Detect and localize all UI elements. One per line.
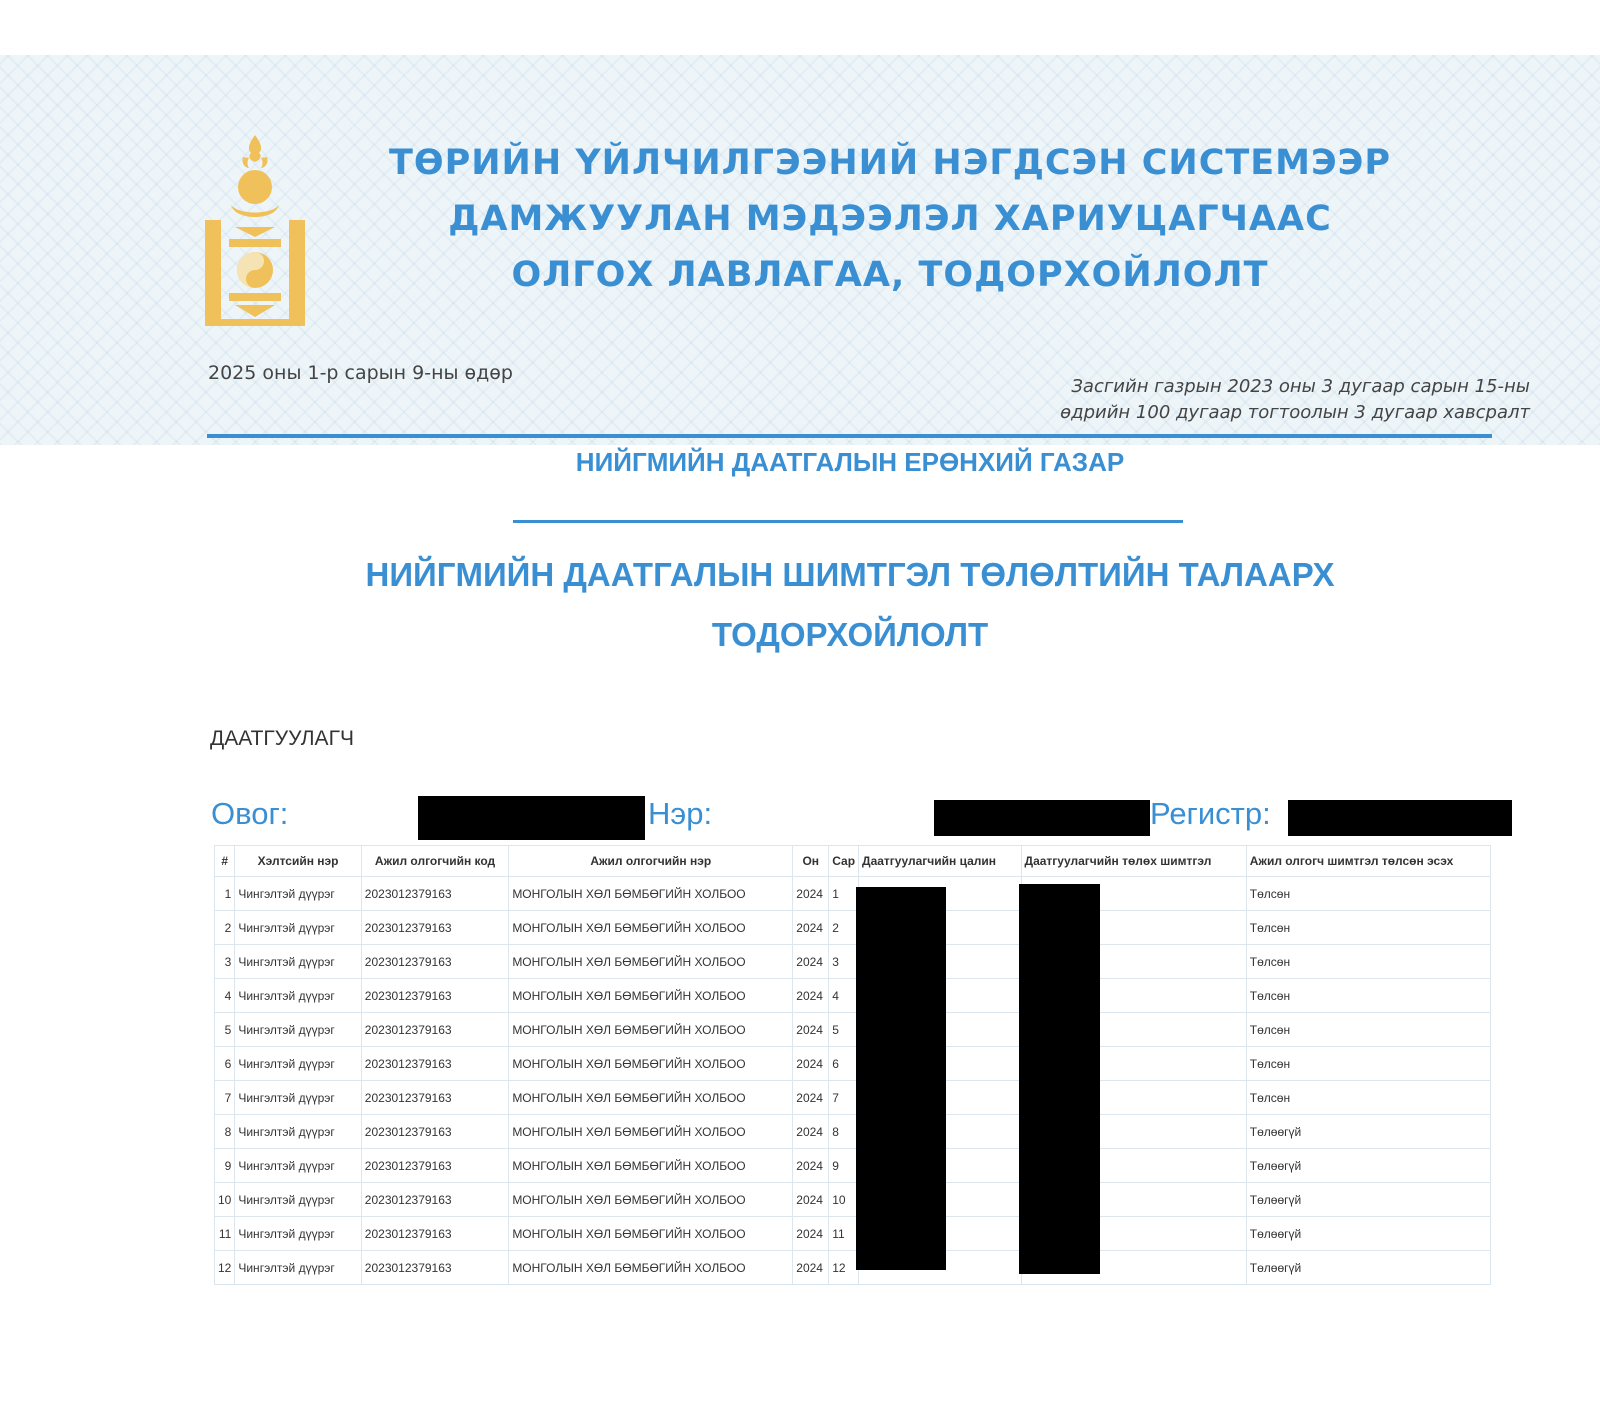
row-employer-code: 2023012379163 [361, 1183, 509, 1217]
table-row [215, 945, 1491, 979]
row-employer-code: 2023012379163 [361, 1013, 509, 1047]
decree-reference [1060, 374, 1530, 426]
row-employer-name: МОНГОЛЫН ХӨЛ БӨМБӨГИЙН ХОЛБОО [509, 945, 793, 979]
table-row [215, 1251, 1491, 1285]
row-paid-status: Төлөөгүй [1246, 1251, 1490, 1285]
row-employer-name: МОНГОЛЫН ХӨЛ БӨМБӨГИЙН ХОЛБОО [509, 911, 793, 945]
col-header-employer-code: Ажил олгогчийн код [361, 846, 509, 877]
row-month: 6 [829, 1047, 859, 1081]
row-department: Чингэлтэй дүүрэг [235, 1081, 361, 1115]
row-paid-status: Төлөөгүй [1246, 1217, 1490, 1251]
system-title-line-2: ДАМЖУУЛАН МЭДЭЭЛЭЛ ХАРИУЦАГЧААС [448, 199, 1332, 239]
row-employer-code: 2023012379163 [361, 1149, 509, 1183]
row-month: 1 [829, 877, 859, 911]
row-employer-code: 2023012379163 [361, 911, 509, 945]
row-employer-name: МОНГОЛЫН ХӨЛ БӨМБӨГИЙН ХОЛБОО [509, 979, 793, 1013]
row-number: 1 [215, 877, 235, 911]
row-employer-code: 2023012379163 [361, 979, 509, 1013]
row-employer-code: 2023012379163 [361, 1251, 509, 1285]
organization-name: НИЙГМИЙН ДААТГАЛЫН ЕРӨНХИЙ ГАЗАР [575, 447, 1125, 477]
table-row [215, 1217, 1491, 1251]
table-row [215, 1081, 1491, 1115]
row-year: 2024 [793, 1047, 829, 1081]
row-paid-status: Төлсөн [1246, 877, 1490, 911]
table-row [215, 911, 1491, 945]
salary-column-redaction [856, 887, 946, 1270]
row-month: 9 [829, 1149, 859, 1183]
row-number: 5 [215, 1013, 235, 1047]
table-row [215, 1115, 1491, 1149]
col-header-month: Сар [829, 846, 859, 877]
row-employer-name: МОНГОЛЫН ХӨЛ БӨМБӨГИЙН ХОЛБОО [509, 1047, 793, 1081]
row-employer-name: МОНГОЛЫН ХӨЛ БӨМБӨГИЙН ХОЛБОО [509, 1217, 793, 1251]
contribution-column-redaction [1019, 884, 1100, 1274]
col-header-contribution: Даатгуулагчийн төлөх шимтгэл [1021, 846, 1246, 877]
row-number: 4 [215, 979, 235, 1013]
row-number: 6 [215, 1047, 235, 1081]
row-department: Чингэлтэй дүүрэг [235, 1115, 361, 1149]
row-year: 2024 [793, 1013, 829, 1047]
row-year: 2024 [793, 1251, 829, 1285]
table-row [215, 979, 1491, 1013]
document-title-line-1: НИЙГМИЙН ДААТГАЛЫН ШИМТГЭЛ ТӨЛӨЛТИЙН ТАЛААРХ [365, 556, 1335, 593]
col-header-number: # [215, 846, 235, 877]
row-number: 12 [215, 1251, 235, 1285]
system-title-line-3: ОЛГОХ ЛАВЛАГАА, ТОДОРХОЙЛОЛТ [511, 255, 1269, 295]
organization-divider [513, 520, 1183, 523]
row-department: Чингэлтэй дүүрэг [235, 877, 361, 911]
system-title [300, 135, 1480, 303]
name-label: Нэр: [648, 796, 713, 831]
row-year: 2024 [793, 1115, 829, 1149]
row-department: Чингэлтэй дүүрэг [235, 1013, 361, 1047]
row-employer-name: МОНГОЛЫН ХӨЛ БӨМБӨГИЙН ХОЛБОО [509, 1013, 793, 1047]
row-month: 4 [829, 979, 859, 1013]
col-header-department: Хэлтсийн нэр [235, 846, 361, 877]
row-number: 8 [215, 1115, 235, 1149]
table-header-row [215, 846, 1491, 877]
row-number: 7 [215, 1081, 235, 1115]
row-employer-name: МОНГОЛЫН ХӨЛ БӨМБӨГИЙН ХОЛБОО [509, 1251, 793, 1285]
row-employer-code: 2023012379163 [361, 877, 509, 911]
row-year: 2024 [793, 877, 829, 911]
row-year: 2024 [793, 979, 829, 1013]
row-paid-status: Төлсөн [1246, 1013, 1490, 1047]
row-employer-code: 2023012379163 [361, 1115, 509, 1149]
row-paid-status: Төлсөн [1246, 945, 1490, 979]
table-row [215, 1183, 1491, 1217]
name-redaction [934, 800, 1150, 836]
insured-section-label: ДААТГУУЛАГЧ [210, 727, 354, 750]
row-department: Чингэлтэй дүүрэг [235, 1149, 361, 1183]
row-paid-status: Төлөөгүй [1246, 1183, 1490, 1217]
row-department: Чингэлтэй дүүрэг [235, 1047, 361, 1081]
row-paid-status: Төлөөгүй [1246, 1115, 1490, 1149]
row-year: 2024 [793, 1183, 829, 1217]
row-number: 11 [215, 1217, 235, 1251]
row-department: Чингэлтэй дүүрэг [235, 911, 361, 945]
row-year: 2024 [793, 945, 829, 979]
row-employer-name: МОНГОЛЫН ХӨЛ БӨМБӨГИЙН ХОЛБОО [509, 1115, 793, 1149]
row-paid-status: Төлсөн [1246, 1047, 1490, 1081]
surname-redaction [418, 796, 645, 840]
row-employer-code: 2023012379163 [361, 1047, 509, 1081]
row-employer-code: 2023012379163 [361, 945, 509, 979]
table-row [215, 877, 1491, 911]
row-department: Чингэлтэй дүүрэг [235, 1251, 361, 1285]
row-month: 8 [829, 1115, 859, 1149]
decree-line-2: өдрийн 100 дугаар тогтоолын 3 дугаар хавсралт [1060, 402, 1530, 423]
document-title-line-2: ТОДОРХОЙЛОЛТ [711, 616, 989, 653]
contribution-table [214, 845, 1491, 1285]
row-number: 3 [215, 945, 235, 979]
row-department: Чингэлтэй дүүрэг [235, 979, 361, 1013]
row-paid-status: Төлөөгүй [1246, 1149, 1490, 1183]
row-year: 2024 [793, 911, 829, 945]
row-department: Чингэлтэй дүүрэг [235, 1217, 361, 1251]
col-header-paid-status: Ажил олгогч шимтгэл төлсөн эсэх [1246, 846, 1490, 877]
row-number: 2 [215, 911, 235, 945]
row-month: 11 [829, 1217, 859, 1251]
row-number: 10 [215, 1183, 235, 1217]
header-divider [207, 434, 1492, 438]
row-paid-status: Төлсөн [1246, 1081, 1490, 1115]
surname-label: Овог: [211, 796, 289, 831]
table-row [215, 1149, 1491, 1183]
row-month: 12 [829, 1251, 859, 1285]
row-department: Чингэлтэй дүүрэг [235, 1183, 361, 1217]
row-month: 5 [829, 1013, 859, 1047]
row-employer-name: МОНГОЛЫН ХӨЛ БӨМБӨГИЙН ХОЛБОО [509, 1081, 793, 1115]
row-year: 2024 [793, 1149, 829, 1183]
decree-line-1: Засгийн газрын 2023 оны 3 дугаар сарын 15-ны [1071, 376, 1530, 397]
document-title [0, 545, 1600, 665]
table-row [215, 1013, 1491, 1047]
row-employer-name: МОНГОЛЫН ХӨЛ БӨМБӨГИЙН ХОЛБОО [509, 877, 793, 911]
row-employer-name: МОНГОЛЫН ХӨЛ БӨМБӨГИЙН ХОЛБОО [509, 1183, 793, 1217]
row-paid-status: Төлсөн [1246, 911, 1490, 945]
row-year: 2024 [793, 1217, 829, 1251]
row-month: 10 [829, 1183, 859, 1217]
col-header-employer-name: Ажил олгогчийн нэр [509, 846, 793, 877]
row-employer-name: МОНГОЛЫН ХӨЛ БӨМБӨГИЙН ХОЛБОО [509, 1149, 793, 1183]
col-header-year: Он [793, 846, 829, 877]
row-employer-code: 2023012379163 [361, 1217, 509, 1251]
register-redaction [1288, 800, 1512, 836]
soyombo-emblem-icon [205, 135, 305, 330]
system-title-line-1: ТӨРИЙН ҮЙЛЧИЛГЭЭНИЙ НЭГДСЭН СИСТЕМЭЭР [388, 143, 1392, 183]
row-month: 3 [829, 945, 859, 979]
document-date: 2025 оны 1-р сарын 9-ны өдөр [208, 362, 513, 384]
col-header-salary: Даатгуулагчийн цалин [859, 846, 1021, 877]
row-month: 2 [829, 911, 859, 945]
row-year: 2024 [793, 1081, 829, 1115]
table-row [215, 1047, 1491, 1081]
row-paid-status: Төлсөн [1246, 979, 1490, 1013]
row-department: Чингэлтэй дүүрэг [235, 945, 361, 979]
row-employer-code: 2023012379163 [361, 1081, 509, 1115]
row-number: 9 [215, 1149, 235, 1183]
row-month: 7 [829, 1081, 859, 1115]
register-label: Регистр: [1150, 796, 1271, 831]
